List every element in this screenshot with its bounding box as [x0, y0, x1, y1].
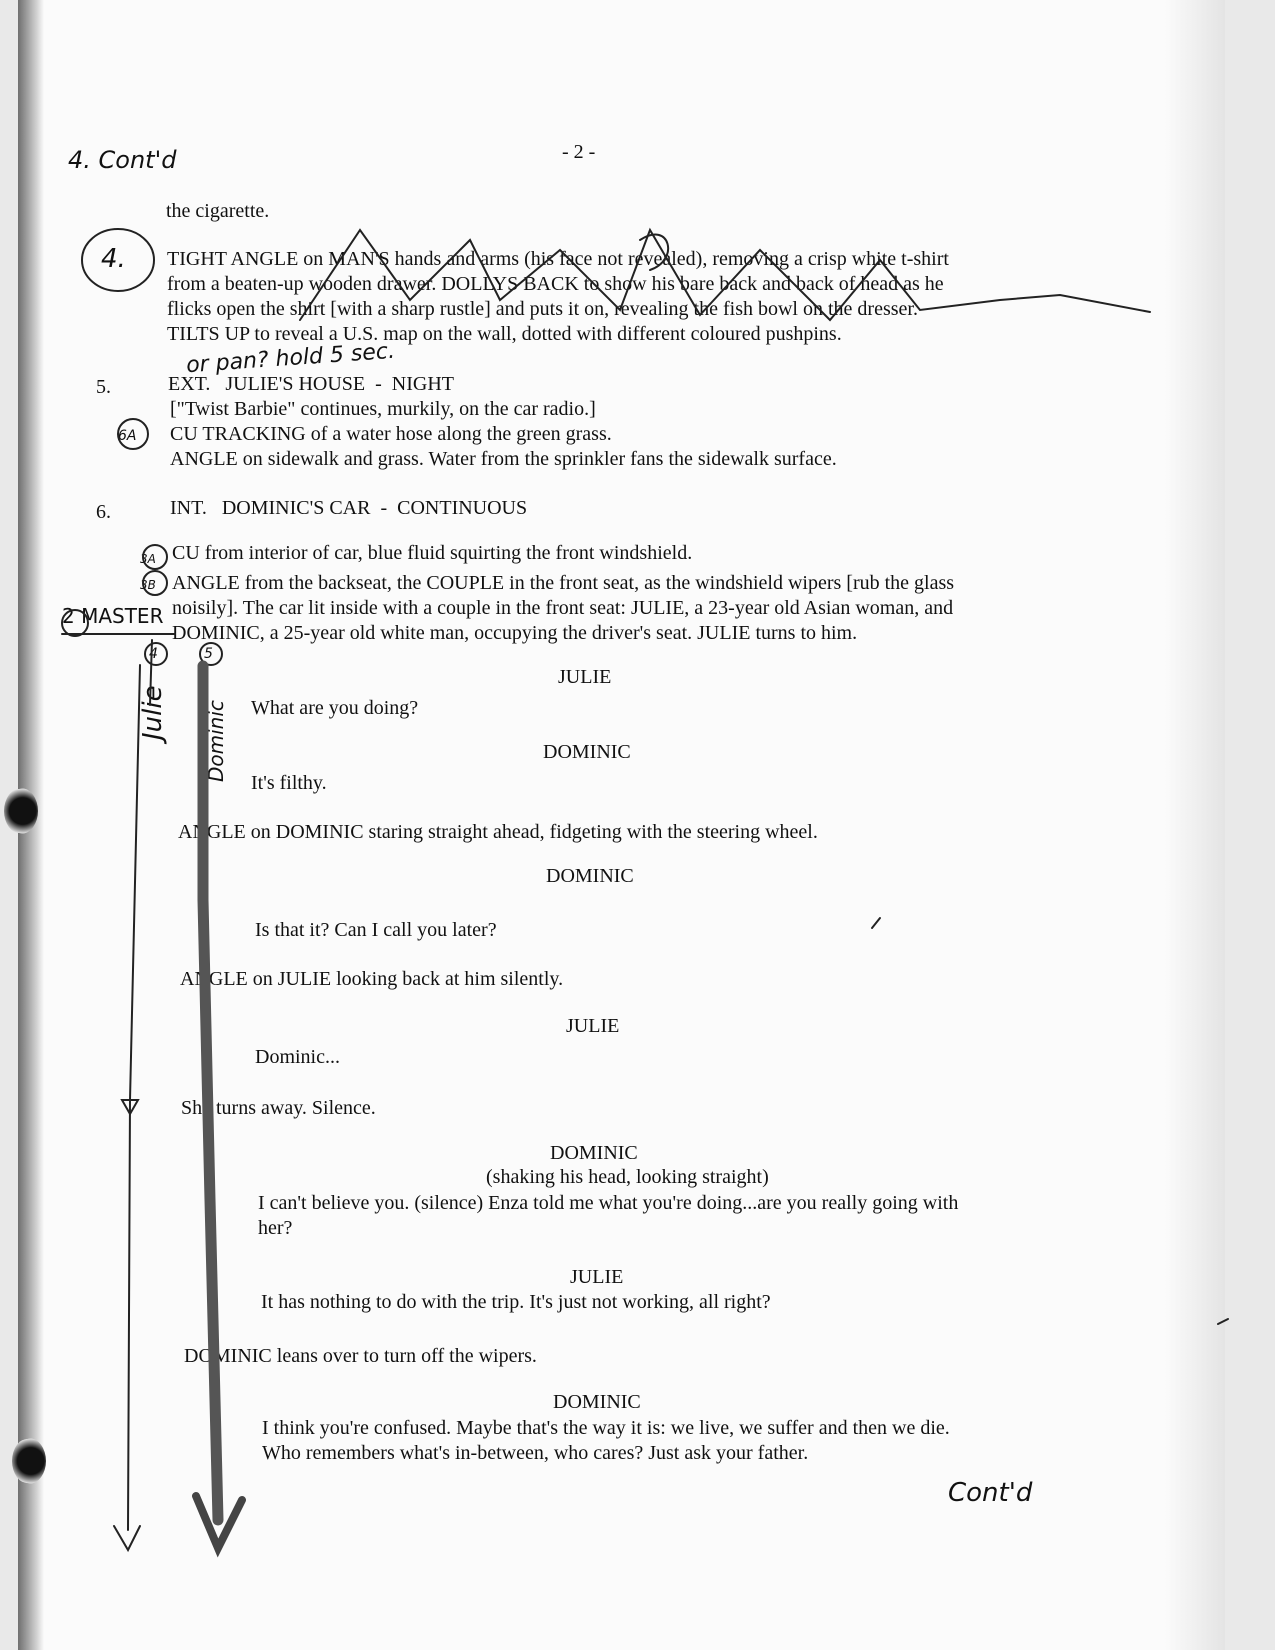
handwritten-circle-label: 3B — [140, 578, 156, 592]
circle-3a-mark — [143, 545, 167, 569]
scene-circle-mark — [82, 229, 154, 291]
handwritten-circle-label: 4 — [149, 646, 158, 662]
julie-arrow-head — [114, 1526, 140, 1550]
action-line: ANGLE on DOMINIC staring straight ahead, fidgeting with the steering wheel. — [178, 821, 818, 843]
dialogue-line: It has nothing to do with the trip. It's just not working, all right? — [261, 1291, 771, 1313]
handwritten-master-note: 2 MASTER — [62, 604, 164, 628]
action-line: DOMINIC, a 25-year old white man, occupying the driver's seat. JULIE turns to him. — [172, 622, 858, 644]
tick-mark — [872, 918, 880, 928]
julie-coverage-arrow — [128, 665, 140, 1530]
action-line: noisily]. The car lit inside with a couple in the front seat: JULIE, a 23-year old Asian woman, and — [172, 597, 954, 619]
dialogue-line: Is that it? Can I call you later? — [255, 919, 497, 941]
handwritten-circle-label: 6A — [118, 428, 137, 444]
scene-heading: EXT. JULIE'S HOUSE - NIGHT — [168, 373, 454, 395]
handwritten-circle-label: 3A — [140, 552, 156, 566]
tick-mark — [1218, 1319, 1228, 1324]
handwritten-scene-number: 4. — [101, 244, 126, 274]
action-line: CU TRACKING of a water hose along the green grass. — [170, 423, 612, 445]
action-line: TIGHT ANGLE on MAN'S hands and arms (his face not revealed), removing a crisp white t-shirt — [167, 248, 949, 270]
dialogue-line: It's filthy. — [251, 772, 327, 794]
character-cue: JULIE — [558, 666, 612, 688]
action-line: ANGLE on sidewalk and grass. Water from the sprinkler fans the sidewalk surface. — [170, 448, 837, 470]
circle-6a-mark — [118, 419, 148, 449]
scene-number: 6. — [96, 501, 111, 523]
handwritten-pan-note: or pan? hold 5 sec. — [185, 338, 396, 379]
page-number: - 2 - — [562, 141, 596, 163]
scene-number: 5. — [96, 376, 111, 398]
character-cue: DOMINIC — [543, 741, 631, 763]
circle-3b-mark — [143, 571, 167, 595]
action-line: ["Twist Barbie" continues, murkily, on the car radio.] — [170, 398, 596, 420]
action-line: She turns away. Silence. — [181, 1097, 376, 1119]
dialogue-line: I can't believe you. (silence) Enza told me what you're doing...are you really going with — [258, 1192, 959, 1214]
action-line: flicks open the shirt [with a sharp rustle] and puts it on, revealing the fish bowl on the dresser. — [167, 298, 918, 320]
parenthetical: (shaking his head, looking straight) — [486, 1166, 769, 1188]
dialogue-line: I think you're confused. Maybe that's the way it is: we live, we suffer and then we die. — [262, 1417, 950, 1439]
action-line: from a beaten-up wooden drawer. DOLLYS BACK to show his bare back and back of head as he — [167, 273, 944, 295]
cut-zigzag-mark — [300, 230, 1150, 320]
circle-4-mark — [145, 643, 167, 665]
julie-coverage-line — [150, 640, 152, 705]
circle-2-mark — [62, 610, 88, 636]
character-cue: DOMINIC — [546, 865, 634, 887]
character-cue: DOMINIC — [553, 1391, 641, 1413]
character-cue: JULIE — [570, 1266, 624, 1288]
scene-heading: INT. DOMINIC'S CAR - CONTINUOUS — [170, 497, 528, 519]
handwritten-julie-label: Julie — [138, 685, 168, 740]
handwritten-dominic-label: Dominic — [204, 700, 228, 782]
dialogue-line: What are you doing? — [251, 697, 419, 719]
action-line: CU from interior of car, blue fluid squirting the front windshield. — [172, 542, 693, 564]
action-line: ANGLE on JULIE looking back at him silently. — [180, 968, 564, 990]
handwritten-header-note: 4. Cont'd — [68, 146, 177, 174]
action-line: DOMINIC leans over to turn off the wipers. — [184, 1345, 537, 1367]
action-line: ANGLE from the backseat, the COUPLE in the front seat, as the windshield wipers [rub the glass — [172, 572, 955, 594]
dialogue-line: her? — [258, 1217, 293, 1239]
character-cue: DOMINIC — [550, 1142, 638, 1164]
action-line: TILTS UP to reveal a U.S. map on the wall, dotted with different coloured pushpins. — [167, 323, 842, 345]
character-cue: JULIE — [566, 1015, 620, 1037]
dialogue-line: Dominic... — [255, 1046, 340, 1068]
action-line: the cigarette. — [166, 200, 270, 222]
dialogue-line: Who remembers what's in-between, who cares? Just ask your father. — [262, 1442, 809, 1464]
dominic-coverage-line — [203, 666, 218, 1520]
handwritten-circle-label: 5 — [204, 646, 213, 662]
handwritten-footer-note: Cont'd — [948, 1478, 1033, 1508]
